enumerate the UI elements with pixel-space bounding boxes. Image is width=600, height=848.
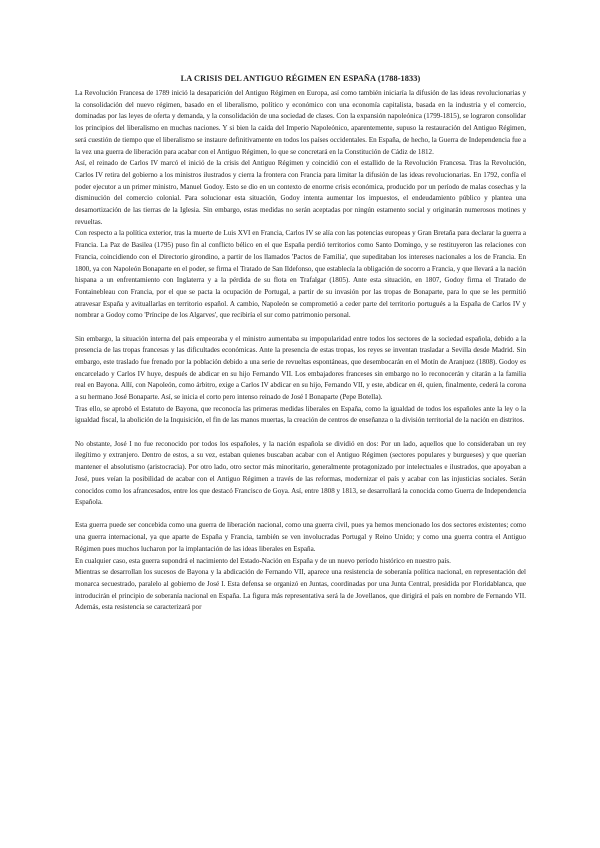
paragraph-war-nature: Esta guerra puede ser concebida como una guerra de liberación nacional, como una guerra civil, pues ya hemos mencionado los dos sectores existentes; como una guerra internacional, ya que aparte de España y Francia, también se ven involucradas Portugal y Reino Unido; y como una guerra contra el Antiguo Régimen pues muchos lucharon por la implantación de las ideas liberales en España. (75, 521, 526, 553)
paragraph-divided-nation: No obstante, José I no fue reconocido por todos los españoles, y la nación española se dividió en dos: Por un lado, aquellos que lo consideraban un rey ilegítimo y extranjero. Dentro de estos, a su vez, estaban quienes buscaban acabar con el Antiguo Régimen (sectores populares y burgueses) y que querían mantener el absolutismo (aristocracia). Por otro lado, otro sector más minoritario, generalmente protagonizado por intelectuales e ilustrados, que apoyaban a José, pues veían la posibilidad de acabar con el Antiguo Régimen a través de las reformas, modernizar el país y acabar con las injusticias sociales. Serán conocidos como los afrancesados, entre los que destacó Francisco de Goya. Así, entre 1808 y 1813, se desarrollará la conocida como Guerra de Independencia Española. (75, 439, 526, 507)
paragraph-bayona-statute: Tras ello, se aprobó el Estatuto de Bayona, que reconocía las primeras medidas liberales en España, como la igualdad de todos los españoles ante la ley o la igualdad fiscal, la abolición de la Inquisición, el fin de las manos muertas, la creación de centros de enseñanza o la división territorial de la nación en distritos. (75, 404, 526, 425)
paragraph-gap (75, 322, 526, 334)
paragraph-french-revolution: La Revolución Francesa de 1789 inició la desaparición del Antiguo Régimen en Europa, así como también iniciaría la difusión de las ideas revolucionarias y la consolidación del nuevo régimen, basado en el liberalismo, político y económico con una economía capitalista, basada en la industria y el comercio, dominadas por las leyes de oferta y demanda, y la consolidación de una sociedad de clases. Con la expansión napoleónica (1799-1815), se lograron consolidar los principios del liberalismo en muchas naciones. Y si bien la caída del Imperio Napoleónico, aparentemente, supuso la restauración del Antiguo Régimen, será cuestión de tiempo que el liberalismo se instaure definitivamente en todos los países occidentales. En España, de hecho, la Guerra de Independencia fue a la vez una guerra de liberación para acabar con el Antiguo Régimen, lo que se concretará en la Constitución de Cádiz de 1812. (75, 89, 526, 156)
paragraph-gap (75, 509, 526, 521)
paragraph-carlos-iv-reign: Así, el reinado de Carlos IV marcó el inició de la crisis del Antiguo Régimen y coincidió con el estallido de la Revolución Francesa. Tras la Revolución, Carlos IV retira del gobierno a los ministros ilustrados y cierra la frontera con Francia para limitar la difusión de las ideas revolucionarias. En 1792, confía el poder ejecutor a un primer ministro, Manuel Godoy. Esto se dio en un contexto de enorme crisis económica, producido por un período de malas cosechas y la disminución del comercio colonial. Para solucionar esta situación, Godoy intenta aumentar los impuestos, el endeudamiento público y plantea una desamortización de las tierras de la Iglesia. Sin embargo, estas medidas no serán aceptadas por ningún estamento social y originarán numerosos motines y revueltas. (75, 159, 526, 226)
document-title: LA CRISIS DEL ANTIGUO RÉGIMEN EN ESPAÑA (1788-1833) (180, 74, 421, 83)
paragraph-nation-state: En cualquier caso, esta guerra supondrá el nacimiento del Estado-Nación en España y de un nuevo período histórico en nuestro país. (75, 556, 451, 565)
paragraph-internal-situation: Sin embargo, la situación interna del país empeoraba y el ministro aumentaba su impopularidad entre todos los sectores de la sociedad española, debido a la presencia de las tropas francesas y las dificultades económicas. Ante la presencia de estas tropas, los reyes se inventan trasladar a Sevilla desde Madrid. Sin embargo, este traslado fue frenado por la población debido a una serie de revueltas espontáneas, que desembocarán en el Motín de Aranjuez (1808). Godoy es encarcelado y Carlos IV huye, después de abdicar en su hijo Fernando VII. Los embajadores franceses sin embargo no lo reconocerán y citarán a la familia real en Bayona. Allí, con Napoleón, como árbitro, exige a Carlos IV abdicar en su hijo, Fernando VII, y este, abdicar en él, quien, finalmente, cederá la corona a su hermano José Bonaparte. Así, se inicia el corto pero intenso reinado de José I Bonaparte (Pepe Botella). (75, 334, 526, 402)
paragraph-juntas-resistance: Mientras se desarrollan los sucesos de Bayona y la abdicación de Fernando VII, aparece una resistencia de soberanía política nacional, en representación del monarca secuestrado, paralelo al gobierno de José I. Esta defensa se organizó en Juntas, coordinadas por una Junta Central, presidida por Floridablanca, que introducirán el principio de soberanía nacional en España. La figura más representativa será la de Jovellanos, que dirigirá el país en nombre de Fernando VII. Además, esta resistencia se caracterizará por (75, 568, 526, 612)
paragraph-foreign-policy: Con respecto a la política exterior, tras la muerte de Luis XVI en Francia, Carlos IV se alía con las potencias europeas y Gran Bretaña para declarar la guerra a Francia. La Paz de Basilea (1795) puso fin al conflicto bélico en el que España perdió territorios como Santo Domingo, y se restituyeron las relaciones con Francia, coincidiendo con el Directorio girondino, a partir de los llamados 'Pactos de Familia', que supeditaban los intereses nacionales a los de Francia. En 1800, ya con Napoleón Bonaparte en el poder, se firma el Tratado de San Ildefonso, que establecía la obligación de socorro a Francia, y que llevará a la nación hispana a un enfrentamiento con Inglaterra y a la pérdida de su flota en Trafalgar (1805). Ante esta situación, en 1807, Godoy firma el Tratado de Fontainebleau con Francia, por el que se pacta la ocupación de Portugal, a partir de su invasión por las tropas de Bonaparte, para lo que se les permitió atravesar España y avituallarlas en territorio español. A cambio, Napoleón se comprometió a ceder parte del territorio portugués a la España de Carlos IV y nombrar a Godoy como 'Príncipe de los Algarves', que recibiría el sur como patrimonio personal. (75, 229, 526, 320)
paragraph-gap (75, 427, 526, 439)
